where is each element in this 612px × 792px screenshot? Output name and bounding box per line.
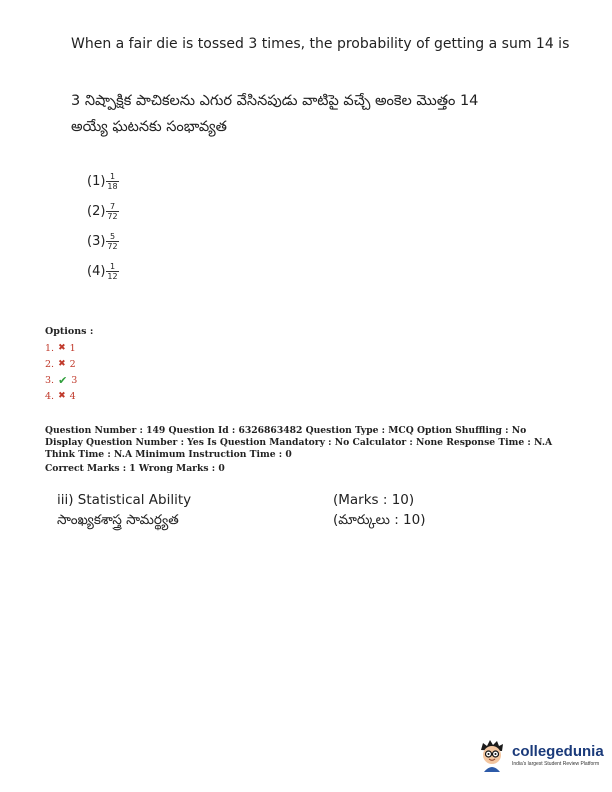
checkmark-icon: ✔ [58,373,68,387]
answer-index: 2. [45,358,55,370]
choice-label: (3) [87,233,106,249]
answer-value: 2 [69,358,76,370]
brand-name: collegedunia [512,743,604,760]
fraction-denominator: 72 [107,241,118,251]
logo-text [512,743,604,767]
question-telugu [71,88,541,140]
section-title-english: iii) Statistical Ability [57,492,192,508]
fraction-numerator: 1 [109,261,116,271]
choice-label: (1) [87,173,106,189]
choice-4 [87,256,119,286]
choices-list [87,166,119,286]
options-answer-block [45,326,93,404]
answer-value: 1 [69,342,76,354]
choice-label: (4) [87,263,106,279]
fraction-denominator: 18 [107,181,118,191]
fraction-denominator: 72 [107,211,118,221]
answer-index: 1. [45,342,55,354]
choice-3 [87,226,119,256]
fraction-numerator: 7 [109,201,116,211]
choice-fraction [106,262,118,281]
section-marks-english: (Marks : 10) [333,492,415,508]
choice-1 [87,166,119,196]
marks-info: Correct Marks : 1 Wrong Marks : 0 [45,463,225,474]
answer-value: 4 [69,390,76,402]
choice-fraction [106,202,118,221]
options-title: Options : [45,326,94,337]
question-meta: Question Number : 149 Question Id : 6326863482 Question Type : MCQ Option Shuffling : No Display Question Number : Yes Is Question Mandatory : No Calculator : None Response Time : N.A Think Time : N.A Minimum Instruction Time : 0 [45,425,553,460]
question-english: When a fair die is tossed 3 times, the probability of getting a sum 14 is [71,36,570,52]
section-heading [57,490,191,530]
cross-icon: ✖ [58,343,66,353]
answer-option-1 [45,340,93,356]
answer-option-3 [45,372,93,388]
choice-fraction [106,172,118,191]
section-marks [333,490,426,530]
choice-fraction [106,232,118,251]
section-marks-telugu: (మార్కులు : 10) [333,512,426,528]
cross-icon: ✖ [58,359,66,369]
fraction-numerator: 5 [109,231,116,241]
cross-icon: ✖ [58,391,66,401]
choice-label: (2) [87,203,106,219]
question-telugu-line2: అయ్యే ఘటనకు సంభావ్యత [71,119,227,135]
fraction-numerator: 1 [109,171,116,181]
choice-2 [87,196,119,226]
question-telugu-line1: 3 నిష్పాక్షిక పాచికలను ఎగుర వేసినపుడు వాటిపై వచ్చే అంకెల మొత్తం 14 [71,93,479,109]
answer-value: 3 [71,374,78,386]
collegedunia-logo [476,738,604,772]
student-mascot-icon [476,738,508,772]
fraction-denominator: 12 [107,271,118,281]
brand-tagline: India's largest Student Review Platform [512,761,600,767]
answer-option-2 [45,356,93,372]
section-title-telugu: సాంఖ్యకశాస్త్ర సామర్థ్యత [57,512,179,528]
answer-option-4 [45,388,93,404]
answer-index: 3. [45,374,55,386]
answer-index: 4. [45,390,55,402]
